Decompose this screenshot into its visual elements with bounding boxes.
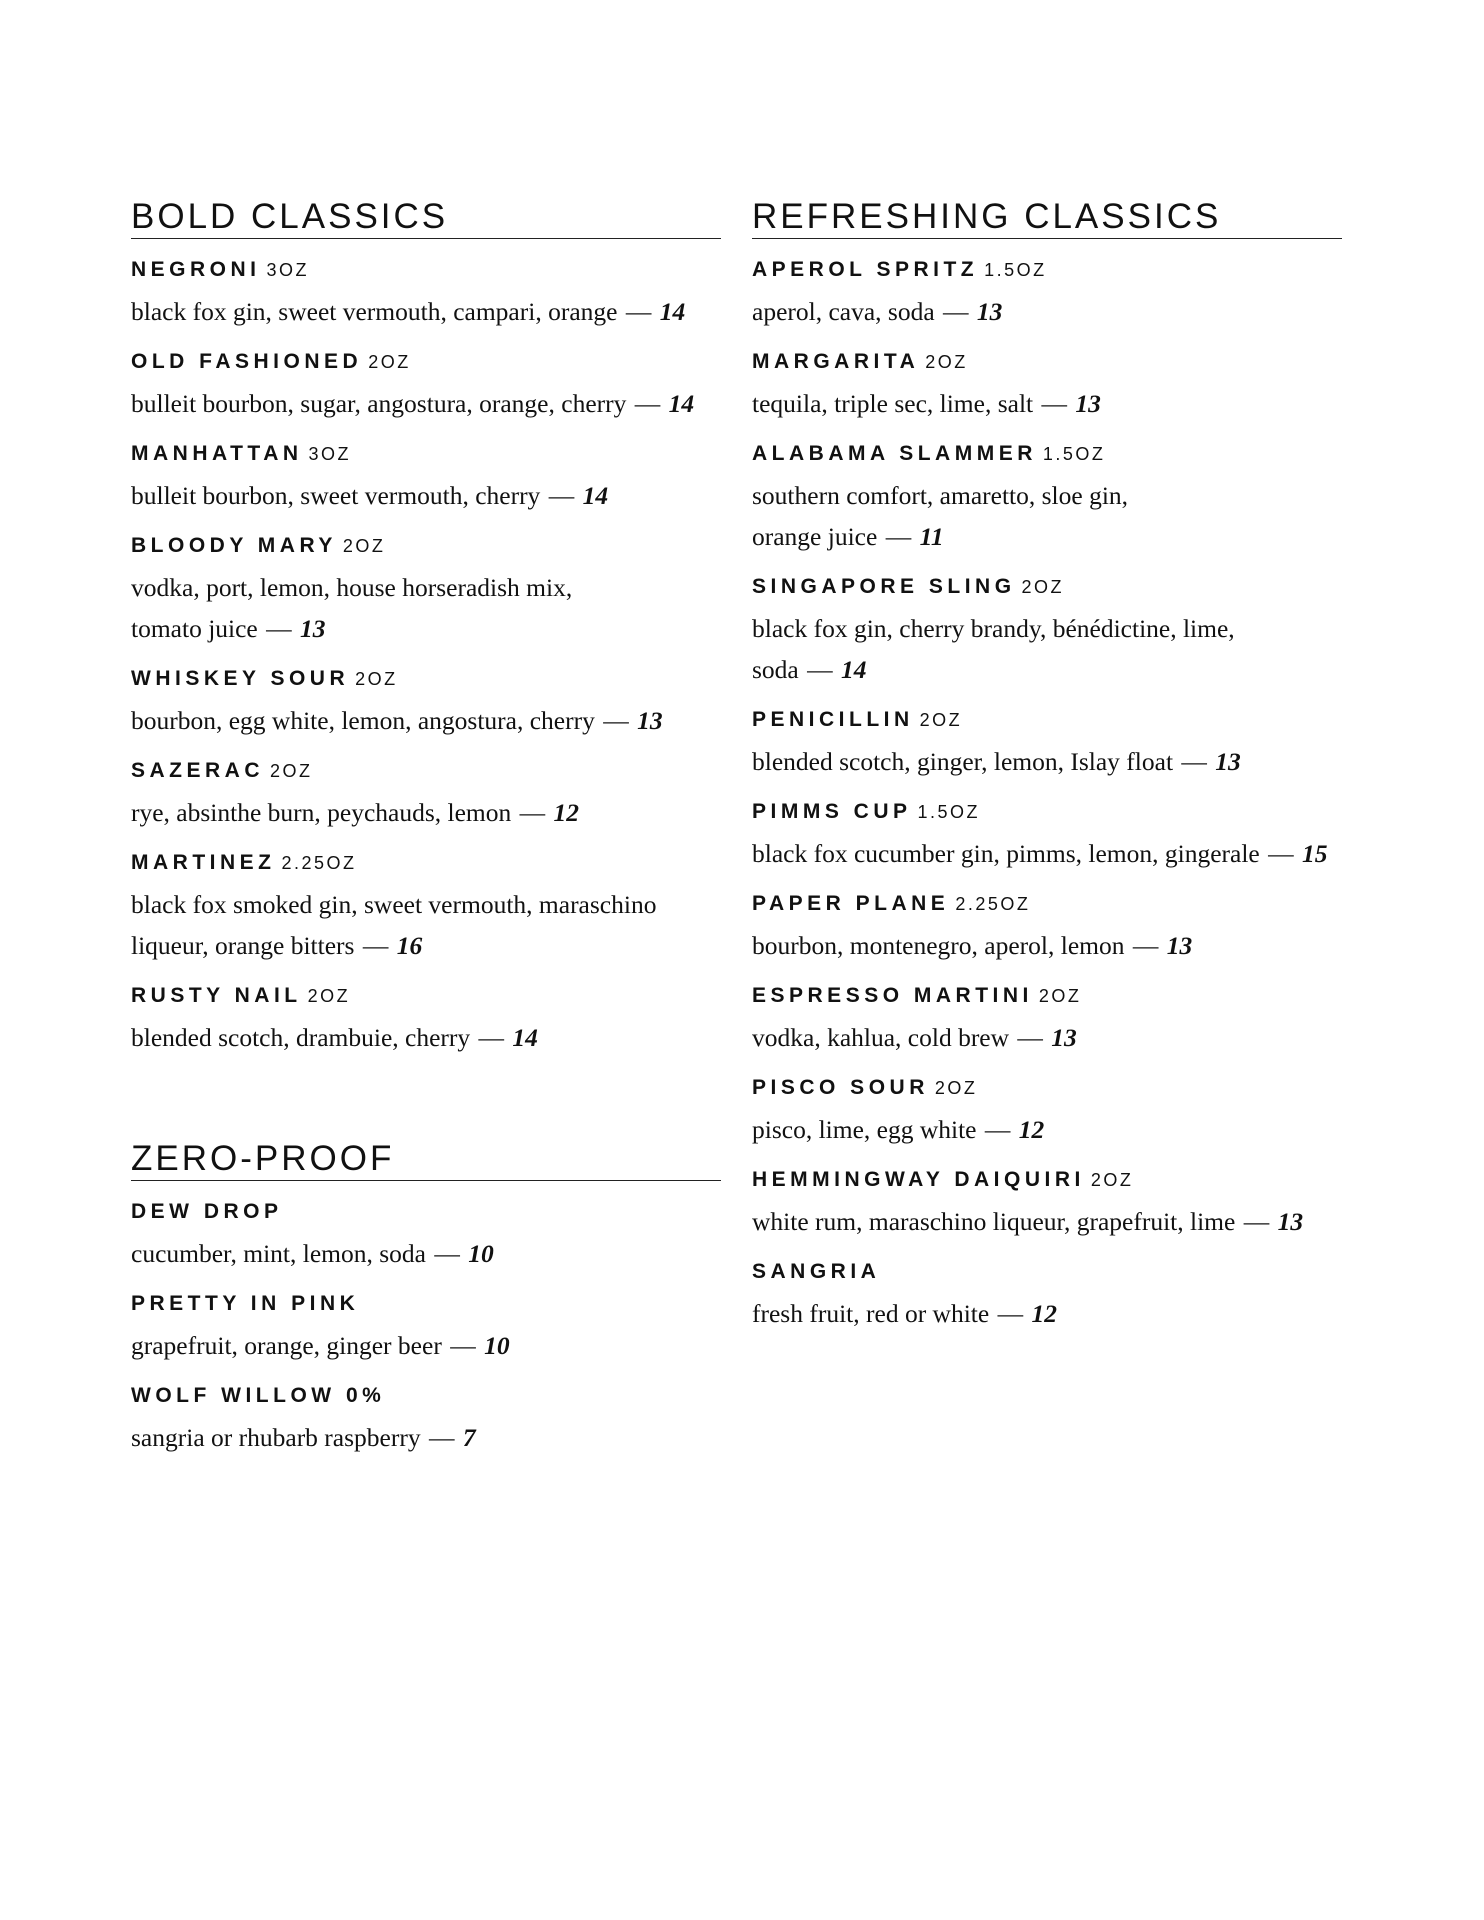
drink-description-line xyxy=(752,1109,1342,1150)
drink-size: 2.25OZ xyxy=(955,894,1031,914)
drink-ingredients: black fox gin, cherry brandy, bénédictine, lime, xyxy=(752,614,1235,643)
menu-item-header xyxy=(752,574,1342,600)
drink-name: ESPRESSO MARTINI xyxy=(752,984,1033,1007)
menu-item-header xyxy=(131,349,721,375)
em-dash-separator: — xyxy=(513,798,552,827)
menu-item xyxy=(752,441,1342,557)
drink-name: PIMMS CUP xyxy=(752,800,912,823)
em-dash-separator: — xyxy=(422,1423,461,1452)
drink-name: SAZERAC xyxy=(131,759,265,782)
menu-item xyxy=(752,349,1342,424)
drink-name: HEMMINGWAY DAIQUIRI xyxy=(752,1168,1085,1191)
drink-ingredients: vodka, kahlua, cold brew xyxy=(752,1023,1010,1052)
drink-price: 15 xyxy=(1301,839,1328,868)
menu-item xyxy=(131,666,721,741)
drink-ingredients: white rum, maraschino liqueur, grapefruit, lime xyxy=(752,1207,1236,1236)
drink-price: 7 xyxy=(462,1423,476,1452)
em-dash-separator: — xyxy=(472,1023,511,1052)
menu-item-header xyxy=(131,666,721,692)
drink-size: 2OZ xyxy=(925,352,968,372)
drink-size: 2OZ xyxy=(1090,1170,1134,1190)
drink-price: 13 xyxy=(1075,389,1101,418)
drink-name: RUSTY NAIL xyxy=(131,984,302,1007)
em-dash-separator: — xyxy=(800,655,839,684)
drink-ingredients: cucumber, mint, lemon, soda xyxy=(131,1239,426,1268)
menu-item xyxy=(752,983,1342,1058)
drink-name: OLD FASHIONED xyxy=(131,350,363,373)
drink-description-line xyxy=(752,1017,1342,1058)
menu-item xyxy=(131,257,721,332)
drink-ingredients: aperol, cava, soda xyxy=(752,297,935,326)
menu-item-list xyxy=(131,257,721,1058)
menu-item-header xyxy=(752,1167,1342,1193)
drink-size: 2OZ xyxy=(270,761,313,781)
drink-description-line xyxy=(131,792,721,833)
em-dash-separator: — xyxy=(936,297,975,326)
drink-name: NEGRONI xyxy=(131,258,261,281)
menu-item-header xyxy=(752,983,1342,1009)
menu-item-header xyxy=(131,257,721,283)
drink-name: SINGAPORE SLING xyxy=(752,575,1016,598)
drink-size: 2OZ xyxy=(1021,577,1065,597)
menu-item xyxy=(131,1291,721,1366)
drink-description-line xyxy=(131,884,721,966)
menu-item-header xyxy=(131,441,721,467)
menu-item xyxy=(752,257,1342,332)
drink-description-line xyxy=(131,1233,721,1274)
drink-size: 2OZ xyxy=(919,710,963,730)
drink-ingredients: vodka, port, lemon, house horseradish mix, xyxy=(131,573,573,602)
em-dash-separator: — xyxy=(879,522,918,551)
drink-size: 2OZ xyxy=(307,986,351,1006)
drink-price: 14 xyxy=(659,297,686,326)
drink-description-line xyxy=(752,1201,1342,1242)
refreshing-classics-section xyxy=(752,196,1342,1334)
drink-price: 13 xyxy=(1166,931,1193,960)
zero-proof-section xyxy=(131,1138,721,1458)
em-dash-separator: — xyxy=(1011,1023,1050,1052)
drink-name: MARTINEZ xyxy=(131,851,276,874)
drink-size: 2OZ xyxy=(934,1078,978,1098)
drink-name: PRETTY IN PINK xyxy=(131,1292,360,1315)
drink-ingredients: blended scotch, ginger, lemon, Islay float xyxy=(752,747,1174,776)
drink-size: 1.5OZ xyxy=(984,260,1047,280)
drink-description-line xyxy=(752,741,1342,782)
menu-item-header xyxy=(131,1291,721,1317)
drink-description-line xyxy=(752,475,1342,557)
menu-item xyxy=(752,574,1342,690)
drink-price: 13 xyxy=(1277,1207,1304,1236)
drink-name: SANGRIA xyxy=(752,1260,881,1283)
em-dash-separator: — xyxy=(991,1299,1030,1328)
drink-size: 1.5OZ xyxy=(917,802,981,822)
drink-name: WHISKEY SOUR xyxy=(131,667,350,690)
drink-size: 2OZ xyxy=(355,669,398,689)
em-dash-separator: — xyxy=(1237,1207,1276,1236)
drink-ingredients: tequila, triple sec, lime, salt xyxy=(752,389,1034,418)
drink-price: 11 xyxy=(919,522,944,551)
drink-ingredients: black fox smoked gin, sweet vermouth, maraschino xyxy=(131,890,657,919)
drink-ingredients: fresh fruit, red or white xyxy=(752,1299,990,1328)
menu-item xyxy=(131,533,721,649)
drink-name: APEROL SPRITZ xyxy=(752,258,979,281)
em-dash-separator: — xyxy=(628,389,667,418)
drink-price: 12 xyxy=(1031,1299,1057,1328)
drink-size: 1.5OZ xyxy=(1042,444,1106,464)
drink-ingredients: black fox cucumber gin, pimms, lemon, gingerale xyxy=(752,839,1260,868)
drink-name: BLOODY MARY xyxy=(131,534,337,557)
drink-price: 13 xyxy=(300,614,326,643)
right-column xyxy=(752,196,1342,1351)
drink-description-line xyxy=(131,475,721,516)
drink-name: WOLF WILLOW 0% xyxy=(131,1384,386,1407)
drink-price: 14 xyxy=(841,655,867,684)
drink-price: 14 xyxy=(668,389,695,418)
drink-size: 2.25OZ xyxy=(281,853,357,873)
drink-name: ALABAMA SLAMMER xyxy=(752,442,1037,465)
drink-description-line xyxy=(131,700,721,741)
drink-description-line xyxy=(752,608,1342,690)
em-dash-separator: — xyxy=(542,481,581,510)
em-dash-separator: — xyxy=(428,1239,467,1268)
menu-item-header xyxy=(752,891,1342,917)
em-dash-separator: — xyxy=(1035,389,1074,418)
drink-price: 12 xyxy=(553,798,580,827)
menu-item-header xyxy=(752,1259,1342,1285)
drink-size: 2OZ xyxy=(368,352,411,372)
drink-price: 14 xyxy=(512,1023,538,1052)
drink-ingredients: orange juice xyxy=(752,522,878,551)
menu-item-header xyxy=(131,850,721,876)
menu-item-header xyxy=(752,1075,1342,1101)
drink-ingredients: black fox gin, sweet vermouth, campari, orange xyxy=(131,297,618,326)
menu-item xyxy=(752,799,1342,874)
em-dash-separator: — xyxy=(443,1331,483,1360)
drink-price: 16 xyxy=(396,931,423,960)
drink-ingredients: grapefruit, orange, ginger beer xyxy=(131,1331,442,1360)
em-dash-separator: — xyxy=(1261,839,1300,868)
drink-ingredients: bourbon, montenegro, aperol, lemon xyxy=(752,931,1125,960)
menu-item-header xyxy=(752,799,1342,825)
menu-item xyxy=(131,850,721,966)
drink-name: PAPER PLANE xyxy=(752,892,950,915)
left-column xyxy=(131,196,721,1475)
drink-description-line xyxy=(752,1293,1342,1334)
drink-description-line xyxy=(131,291,721,332)
drink-name: PISCO SOUR xyxy=(752,1076,929,1099)
menu-item xyxy=(752,891,1342,966)
drink-ingredients: soda xyxy=(752,655,799,684)
drink-ingredients: blended scotch, drambuie, cherry xyxy=(131,1023,471,1052)
drink-price: 13 xyxy=(976,297,1003,326)
drink-name: PENICILLIN xyxy=(752,708,914,731)
menu-item xyxy=(752,707,1342,782)
drink-size: 2OZ xyxy=(1038,986,1082,1006)
drink-ingredients: rye, absinthe burn, peychauds, lemon xyxy=(131,798,512,827)
drink-price: 12 xyxy=(1018,1115,1045,1144)
em-dash-separator: — xyxy=(619,297,658,326)
drink-size: 3OZ xyxy=(308,444,352,464)
drink-price: 10 xyxy=(484,1331,510,1360)
drink-description-line xyxy=(131,567,721,649)
section-title: ZERO-PROOF xyxy=(131,1138,721,1181)
drink-price: 10 xyxy=(468,1239,494,1268)
menu-item xyxy=(131,349,721,424)
drink-size: 2OZ xyxy=(342,536,386,556)
drink-description-line xyxy=(752,925,1342,966)
menu-item-header xyxy=(752,257,1342,283)
drink-description-line xyxy=(131,1325,721,1366)
drink-name: DEW DROP xyxy=(131,1200,283,1223)
drink-description-line xyxy=(752,833,1342,874)
em-dash-separator: — xyxy=(978,1115,1017,1144)
menu-item-header xyxy=(131,1383,721,1409)
menu-item-header xyxy=(752,441,1342,467)
menu-item-list xyxy=(752,257,1342,1334)
menu-item-header xyxy=(131,533,721,559)
bold-classics-section xyxy=(131,196,721,1058)
drink-description-line xyxy=(752,383,1342,424)
drink-price: 13 xyxy=(1215,747,1241,776)
drink-ingredients: liqueur, orange bitters xyxy=(131,931,355,960)
drink-ingredients: pisco, lime, egg white xyxy=(752,1115,977,1144)
menu-item-header xyxy=(752,707,1342,733)
drink-description-line xyxy=(131,383,721,424)
em-dash-separator: — xyxy=(1175,747,1214,776)
drink-ingredients: southern comfort, amaretto, sloe gin, xyxy=(752,481,1129,510)
menu-item xyxy=(752,1167,1342,1242)
em-dash-separator: — xyxy=(259,614,299,643)
drink-name: MARGARITA xyxy=(752,350,920,373)
menu-item xyxy=(752,1259,1342,1334)
menu-item-header xyxy=(131,983,721,1009)
drink-ingredients: tomato juice xyxy=(131,614,258,643)
menu-item xyxy=(131,983,721,1058)
menu-item xyxy=(131,1199,721,1274)
drink-ingredients: bulleit bourbon, sweet vermouth, cherry xyxy=(131,481,541,510)
menu-item-list xyxy=(131,1199,721,1458)
drink-description-line xyxy=(131,1417,721,1458)
menu-item xyxy=(131,1383,721,1458)
drink-price: 13 xyxy=(637,706,663,735)
menu-item-header xyxy=(752,349,1342,375)
em-dash-separator: — xyxy=(1126,931,1165,960)
drink-ingredients: sangria or rhubarb raspberry xyxy=(131,1423,421,1452)
drink-ingredients: bulleit bourbon, sugar, angostura, orange, cherry xyxy=(131,389,627,418)
menu-item-header xyxy=(131,1199,721,1225)
section-title: BOLD CLASSICS xyxy=(131,196,721,239)
drink-ingredients: bourbon, egg white, lemon, angostura, cherry xyxy=(131,706,595,735)
drink-price: 13 xyxy=(1051,1023,1077,1052)
drink-description-line xyxy=(131,1017,721,1058)
menu-item xyxy=(131,441,721,516)
section-title: REFRESHING CLASSICS xyxy=(752,196,1342,239)
menu-item xyxy=(131,758,721,833)
em-dash-separator: — xyxy=(356,931,395,960)
drink-description-line xyxy=(752,291,1342,332)
menu-item xyxy=(752,1075,1342,1150)
drink-name: MANHATTAN xyxy=(131,442,303,465)
drink-price: 14 xyxy=(582,481,609,510)
menu-item-header xyxy=(131,758,721,784)
em-dash-separator: — xyxy=(596,706,636,735)
drink-size: 3OZ xyxy=(266,260,310,280)
